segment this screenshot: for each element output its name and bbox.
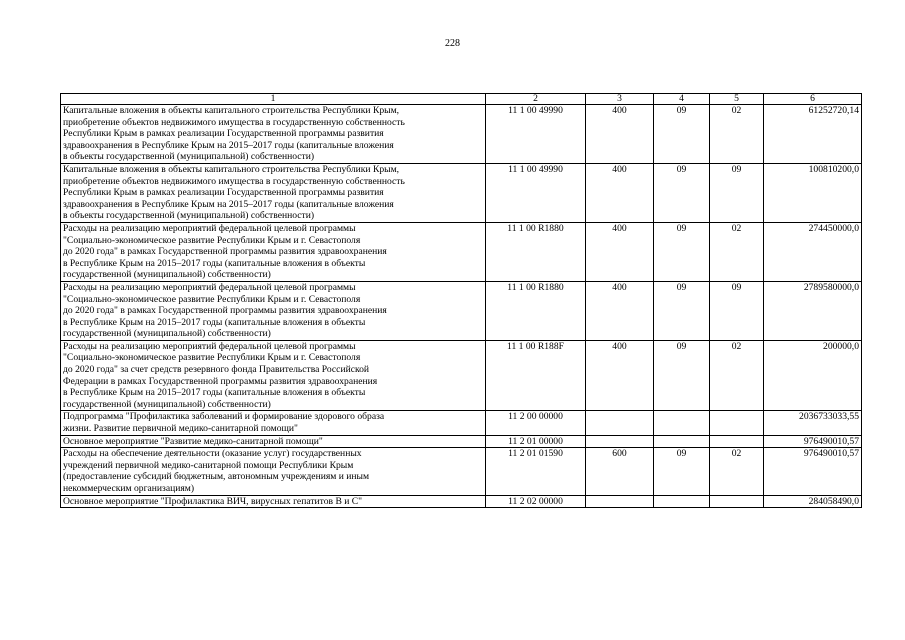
row-section: 09 bbox=[654, 222, 710, 281]
row-subsection: 02 bbox=[710, 222, 764, 281]
header-row bbox=[61, 94, 862, 105]
row-target-code: 11 2 02 00000 bbox=[486, 495, 586, 508]
row-amount: 2036733033,55 bbox=[764, 411, 862, 435]
table-row bbox=[61, 495, 862, 508]
row-section: 09 bbox=[654, 281, 710, 340]
row-name: Подпрограмма "Профилактика заболеваний и формирование здорового образа жизни. Развитие первичной медико-санитарной помощи" bbox=[61, 411, 486, 435]
row-section: 09 bbox=[654, 448, 710, 495]
row-section: 09 bbox=[654, 340, 710, 411]
row-name: Капитальные вложения в объекты капитального строительства Республики Крым, приобретение объектов недвижимого имущества в государственную собственность Республики Крым в рамках реализации Государственной программы развития здравоохранения в Республике Крым на 2015–2017 годы (капитальные вложения в объекты государственной (муниципальной) собственности) bbox=[61, 163, 486, 222]
page-number: 228 bbox=[445, 38, 460, 49]
row-subsection bbox=[710, 435, 764, 448]
row-expense-type: 600 bbox=[586, 448, 654, 495]
table-row bbox=[61, 411, 862, 435]
table-row bbox=[61, 222, 862, 281]
row-target-code: 11 1 00 R188F bbox=[486, 340, 586, 411]
row-target-code: 11 1 00 49990 bbox=[486, 105, 586, 164]
header-cell: 6 bbox=[764, 94, 862, 105]
row-amount: 976490010,57 bbox=[764, 448, 862, 495]
row-target-code: 11 2 01 01590 bbox=[486, 448, 586, 495]
row-section bbox=[654, 495, 710, 508]
table-row bbox=[61, 163, 862, 222]
row-section bbox=[654, 411, 710, 435]
row-amount: 100810200,0 bbox=[764, 163, 862, 222]
row-expense-type: 400 bbox=[586, 281, 654, 340]
row-target-code: 11 1 00 49990 bbox=[486, 163, 586, 222]
table-row bbox=[61, 281, 862, 340]
header-cell: 2 bbox=[486, 94, 586, 105]
row-section: 09 bbox=[654, 163, 710, 222]
row-section: 09 bbox=[654, 105, 710, 164]
table-row bbox=[61, 435, 862, 448]
row-expense-type: 400 bbox=[586, 105, 654, 164]
row-name: Основное мероприятие "Профилактика ВИЧ, вирусных гепатитов В и С" bbox=[61, 495, 486, 508]
budget-table bbox=[60, 93, 862, 508]
row-subsection: 02 bbox=[710, 448, 764, 495]
row-name: Расходы на реализацию мероприятий федеральной целевой программы "Социально-экономическое развитие Республики Крым и г. Севастополя до 2020 года" в рамках Государственной программы развития здравоохранения в Республике Крым на 2015–2017 годы (капитальные вложения в объекты государственной (муниципальной) собственности) bbox=[61, 281, 486, 340]
row-subsection: 09 bbox=[710, 281, 764, 340]
row-target-code: 11 2 01 00000 bbox=[486, 435, 586, 448]
row-expense-type bbox=[586, 495, 654, 508]
row-expense-type bbox=[586, 435, 654, 448]
row-expense-type: 400 bbox=[586, 222, 654, 281]
row-name: Расходы на обеспечение деятельности (оказание услуг) государственных учреждений первичной медико-санитарной помощи Республики Крым (предоставление субсидий бюджетным, автономным учреждениям и иным некоммерческим организациям) bbox=[61, 448, 486, 495]
row-subsection: 02 bbox=[710, 105, 764, 164]
row-amount: 284058490,0 bbox=[764, 495, 862, 508]
header-cell: 4 bbox=[654, 94, 710, 105]
header-cell: 5 bbox=[710, 94, 764, 105]
row-name: Расходы на реализацию мероприятий федеральной целевой программы "Социально-экономическое развитие Республики Крым и г. Севастополя до 2020 года" за счет средств резервного фонда Правительства Российской Федерации в рамках Государственной программы развития здравоохранения в Республике Крым на 2015–2017 годы (капитальные вложения в объекты государственной (муниципальной) собственности) bbox=[61, 340, 486, 411]
row-amount: 274450000,0 bbox=[764, 222, 862, 281]
header-cell: 3 bbox=[586, 94, 654, 105]
table-row bbox=[61, 340, 862, 411]
row-subsection: 02 bbox=[710, 340, 764, 411]
header-cell: 1 bbox=[61, 94, 486, 105]
row-subsection: 09 bbox=[710, 163, 764, 222]
row-target-code: 11 2 00 00000 bbox=[486, 411, 586, 435]
row-amount: 61252720,14 bbox=[764, 105, 862, 164]
row-amount: 2789580000,0 bbox=[764, 281, 862, 340]
row-subsection bbox=[710, 495, 764, 508]
row-target-code: 11 1 00 R1880 bbox=[486, 222, 586, 281]
row-amount: 200000,0 bbox=[764, 340, 862, 411]
row-target-code: 11 1 00 R1880 bbox=[486, 281, 586, 340]
row-subsection bbox=[710, 411, 764, 435]
row-expense-type: 400 bbox=[586, 163, 654, 222]
table-row bbox=[61, 105, 862, 164]
row-expense-type: 400 bbox=[586, 340, 654, 411]
row-amount: 976490010,57 bbox=[764, 435, 862, 448]
row-name: Капитальные вложения в объекты капитального строительства Республики Крым, приобретение объектов недвижимого имущества в государственную собственность Республики Крым в рамках реализации Государственной программы развития здравоохранения в Республике Крым на 2015–2017 годы (капитальные вложения в объекты государственной (муниципальной) собственности) bbox=[61, 105, 486, 164]
row-section bbox=[654, 435, 710, 448]
table-row bbox=[61, 448, 862, 495]
row-name: Основное мероприятие "Развитие медико-санитарной помощи" bbox=[61, 435, 486, 448]
row-name: Расходы на реализацию мероприятий федеральной целевой программы "Социально-экономическое развитие Республики Крым и г. Севастополя до 2020 года" в рамках Государственной программы развития здравоохранения в Республике Крым на 2015–2017 годы (капитальные вложения в объекты государственной (муниципальной) собственности) bbox=[61, 222, 486, 281]
row-expense-type bbox=[586, 411, 654, 435]
